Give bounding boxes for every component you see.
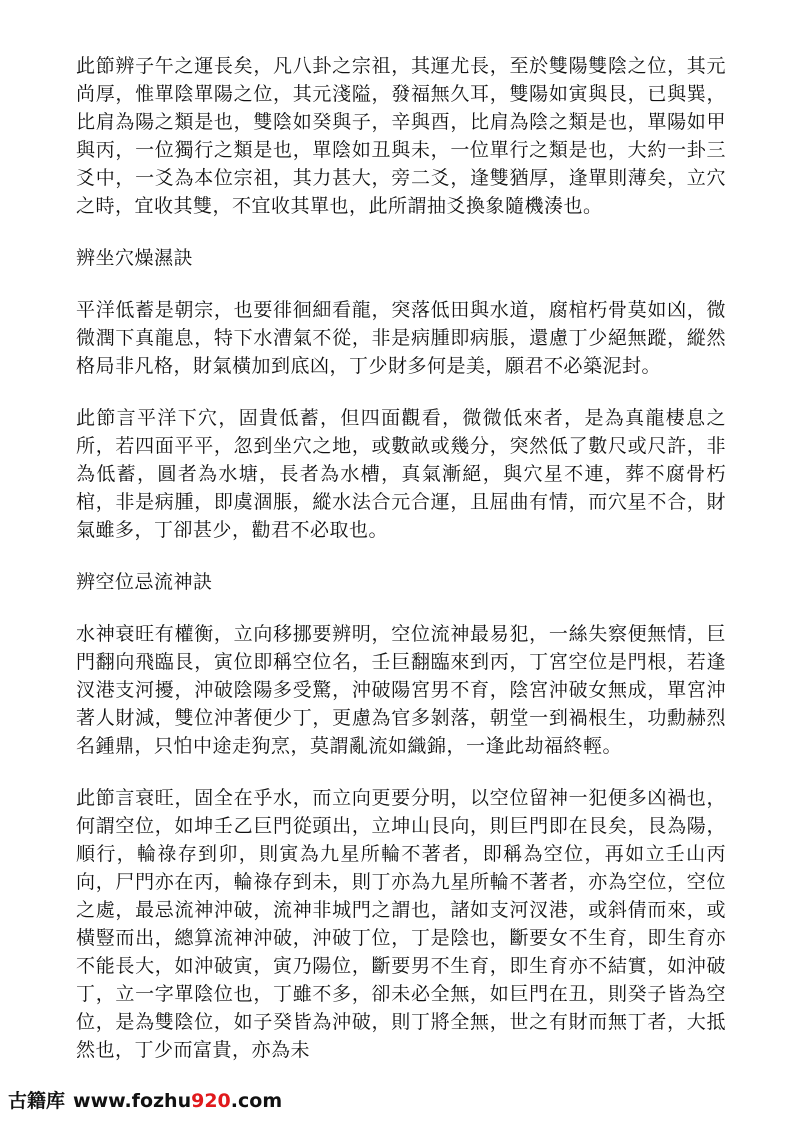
- paragraph-verse-2: 水神衰旺有權衡，立向移挪要辨明，空位流神最易犯，一絲失察便無情，巨門翻向飛臨艮，寅位即稱空位名，壬巨翻臨來到丙，丁宮空位是門根，若逢汊港支河擾，沖破陰陽多受驚，沖破陽宮男不育，陰宮沖破女無成，單宮沖著人財減，雙位沖著便少丁，更慮為官多剝落，朝堂一到禍根生，功勳赫烈名鍾鼎，只怕中途走狗烹，莫謂亂流如織錦，一逢此劫福終輕。: [76, 623, 726, 757]
- section-heading-1: 辨坐穴燥濕訣: [76, 247, 194, 269]
- section-heading-2: 辨空位忌流神訣: [76, 571, 213, 593]
- paragraph-verse-1: 平洋低蓄是朝宗，也要徘徊細看龍，突落低田與水道，腐棺朽骨莫如凶，微微潤下真龍息，特下水漕氣不從，非是病腫即病脹，還慮丁少絕無蹤，縱然格局非凡格，財氣橫加到底凶，丁少財多何是美，願君不必築泥封。: [76, 299, 726, 377]
- document-body: [76, 52, 726, 1064]
- paragraph-commentary-2: 此節言平洋下穴，固貴低蓄，但四面觀看，微微低來者，是為真龍棲息之所，若四面平平，忽到坐穴之地，或數畝或幾分，突然低了數尺或尺許，非為低蓄，圓者為水塘，長者為水槽，真氣漸絕，與穴星不連，葬不腐骨朽棺，非是病腫，即虞涸脹，縱水法合元合運，且屈曲有情，而穴星不合，財氣雖多，丁卻甚少，勸君不必取也。: [76, 407, 726, 541]
- paragraph-commentary-3: 此節言衰旺，固全在乎水，而立向更要分明，以空位留神一犯便多凶禍也，何謂空位，如坤壬乙巨門從頭出，立坤山艮向，則巨門即在艮矣，艮為陽，順行，輪祿存到卯，則寅為九星所輪不著者，即稱為空位，再如立壬山丙向，尸門亦在丙，輪祿存到未，則丁亦為九星所輪不著者，亦為空位，空位之處，最忌流神沖破，流神非城門之謂也，諸如支河汊港，或斜倩而來，或橫豎而出，總算流神沖破，沖破丁位，丁是陰也，斷要女不生育，即生育亦不能長大，如沖破寅，寅乃陽位，斷要男不生育，即生育亦不結實，如沖破丁，立一字單陰位也，丁雖不多，卻未必全無，如巨門在丑，則癸子皆為空位，是為雙陰位，如子癸皆為沖破，則丁將全無，世之有財而無丁者，大抵然也，丁少而富貴，亦為未: [76, 787, 726, 1061]
- site-name: 古籍库: [8, 1090, 66, 1112]
- site-url-end: .com: [230, 1090, 283, 1112]
- paragraph-commentary-1: 此節辨子午之運長矣，凡八卦之宗祖，其運尤長，至於雙陽雙陰之位，其元尚厚，惟單陰單陽之位，其元淺隘，發福無久耳，雙陽如寅與艮，已與巽，比肩為陽之類是也，雙陰如癸與子，辛與酉，比肩為陰之類是也，單陽如甲與丙，一位獨行之類是也，單陰如丑與未，一位單行之類是也，大約一卦三爻中，一爻為本位宗祖，其力甚大，旁二爻，逢雙猶厚，逢單則薄矣，立穴之時，宜收其雙，不宜收其單也，此所謂抽爻換象隨機湊也。: [76, 55, 726, 217]
- site-url-main: www.fozhu: [73, 1090, 192, 1112]
- site-url-accent: 920: [191, 1090, 231, 1112]
- footer-watermark: [8, 1086, 768, 1116]
